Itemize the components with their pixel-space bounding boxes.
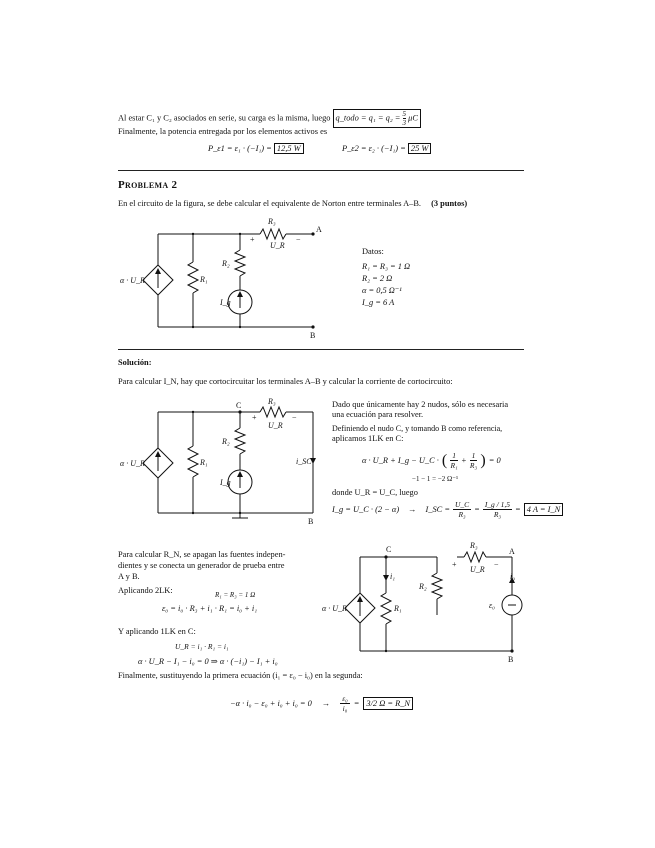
power-e1-value: 12,5 W bbox=[274, 143, 304, 154]
rn-result: 3/2 Ω = R_N bbox=[363, 697, 413, 710]
c3-label-e0: ε₀ bbox=[489, 601, 495, 610]
c3-label-minus: − bbox=[494, 560, 499, 569]
c1-label-a: A bbox=[316, 225, 322, 234]
kcl-plus: + bbox=[460, 456, 467, 465]
isc-frac-den: R₃ bbox=[458, 510, 466, 519]
c2-label-ur: U_R bbox=[268, 421, 283, 430]
data-item: R₁ = R₃ = 1 Ω bbox=[362, 262, 411, 271]
rn-frac-den: i₀ bbox=[342, 704, 348, 713]
isc-eq: = bbox=[474, 505, 480, 514]
circuit-1-diagram bbox=[120, 210, 338, 340]
rn-frac-num: ε₀ bbox=[342, 694, 348, 703]
data-item: R₂ = 2 Ω bbox=[362, 274, 393, 283]
problem-statement bbox=[118, 198, 467, 209]
c2-label-b: B bbox=[308, 517, 314, 526]
isc-frac-den: R₃ bbox=[493, 510, 502, 519]
c3-label-c: C bbox=[386, 545, 392, 554]
c1-label-ur: U_R bbox=[270, 241, 285, 250]
isc-eq: = bbox=[515, 505, 521, 514]
kcl-equation bbox=[362, 451, 501, 470]
c2-label-plus: + bbox=[252, 413, 257, 422]
part2-line: A y B. bbox=[118, 572, 140, 581]
c2-label-source: α · U_R bbox=[120, 459, 145, 468]
divider-1 bbox=[118, 170, 524, 171]
problem-statement-text: En el circuito de la figura, se debe calcular el equivalente de Norton entre terminales A–B. bbox=[118, 199, 422, 208]
c1-label-r3: R₃ bbox=[268, 217, 276, 226]
c3-label-ur: U_R bbox=[470, 565, 485, 574]
part2-eq-kcl: α · U_R − I₁ − i₀ = 0 ⇒ α · (−i₁) − I₁ + i₀ bbox=[138, 657, 278, 666]
c3-label-i1: i₁ bbox=[390, 572, 396, 581]
data-item: α = 0,5 Ω⁻¹ bbox=[362, 286, 402, 295]
explain-line: una ecuación para resolver. bbox=[332, 410, 424, 419]
rn-arrow: → bbox=[321, 699, 331, 708]
power-e2 bbox=[342, 143, 431, 154]
c1-label-plus: + bbox=[250, 235, 255, 244]
problem-title: Problema 2 bbox=[118, 179, 178, 191]
isc-arrow: → bbox=[408, 505, 417, 514]
c3-label-r3: R₃ bbox=[470, 541, 478, 550]
kcl-frac-num: 1 bbox=[452, 451, 456, 460]
power-e1 bbox=[208, 143, 304, 154]
charge-formula: q_todo = q₁ = q₂ = bbox=[335, 113, 401, 123]
kcl-frac-num: 1 bbox=[471, 451, 476, 460]
c3-label-b: B bbox=[508, 655, 514, 664]
divider-2 bbox=[118, 349, 524, 350]
kcl-under: −1 − 1 = −2 Ω⁻¹ bbox=[412, 475, 459, 483]
c3-label-plus: + bbox=[452, 560, 457, 569]
charge-frac-num: 5 bbox=[402, 110, 407, 118]
rn-equation bbox=[230, 694, 413, 713]
explain-line: aplicamos 1LK en C: bbox=[332, 434, 404, 443]
c2-label-minus: − bbox=[292, 413, 297, 422]
isc-frac-num: I_g / 1,5 bbox=[484, 500, 511, 509]
isc-equation bbox=[332, 500, 563, 519]
kcl-right: = 0 bbox=[488, 456, 501, 465]
charge-unit: μC bbox=[408, 113, 418, 123]
charge-result-box bbox=[333, 109, 421, 128]
part2-line: Aplicando 2LK: bbox=[118, 586, 173, 595]
data-item: I_g = 6 A bbox=[362, 298, 395, 307]
charge-frac-den: 3 bbox=[402, 119, 407, 127]
c2-label-ig: I_g bbox=[220, 478, 231, 487]
explain-line: donde U_R = U_C, luego bbox=[332, 488, 418, 497]
c1-label-minus: − bbox=[296, 235, 301, 244]
c3-label-r1: R₁ bbox=[394, 604, 402, 613]
kcl-frac-den: R₁ bbox=[450, 461, 458, 470]
part2-eq-ur: U_R = i₁ · R₁ = i₁ bbox=[175, 642, 229, 651]
rn-final: −α · i₀ − ε₀ + i₀ + i₀ = 0 bbox=[230, 699, 312, 708]
part2-eq-small: R₁ = R₃ = 1 Ω bbox=[215, 591, 256, 599]
c1-label-r2: R₂ bbox=[222, 259, 230, 268]
isc-label: I_SC = bbox=[425, 505, 450, 514]
kcl-paren-close: ) bbox=[480, 451, 486, 469]
explain-line: Definiendo el nudo C, y tomando B como referencia, bbox=[332, 424, 503, 433]
kcl-frac-den: R₃ bbox=[469, 461, 478, 470]
circuit-3-diagram bbox=[322, 541, 527, 665]
c2-label-r3: R₃ bbox=[268, 397, 276, 406]
c3-label-r2: R₂ bbox=[419, 582, 427, 591]
c2-label-r1: R₁ bbox=[200, 458, 208, 467]
c3-label-i0: i₀ bbox=[510, 572, 516, 581]
c1-label-r1: R₁ bbox=[200, 275, 208, 284]
intro-line-2: Finalmente, la potencia entregada por los elementos activos es bbox=[118, 127, 328, 136]
c1-label-b: B bbox=[310, 331, 316, 340]
c3-label-a: A bbox=[509, 547, 515, 556]
c2-label-c: C bbox=[236, 401, 242, 410]
explain-line: Dado que únicamente hay 2 nudos, sólo es necesaria bbox=[332, 400, 509, 409]
kcl-paren-open: ( bbox=[441, 451, 448, 469]
c2-label-r2: R₂ bbox=[222, 437, 230, 446]
kcl-left: α · U_R + I_g − U_C · bbox=[362, 456, 439, 465]
part2-line: Para calcular R_N, se apagan las fuentes indepen- bbox=[118, 550, 286, 559]
power-e2-value: 25 W bbox=[408, 143, 431, 154]
rn-eq: = bbox=[353, 699, 360, 708]
problem-points: (3 puntos) bbox=[431, 199, 468, 208]
solution-title: Solución: bbox=[118, 358, 152, 367]
isc-frac-num: U_C bbox=[454, 500, 470, 509]
solution-intro: Para calcular I_N, hay que cortocircuitar los terminales A–B y calcular la corriente de cortocircuito: bbox=[118, 377, 453, 386]
power-e1-formula: P_ε1 = ε₁ · (−I₁) = bbox=[208, 144, 272, 153]
c1-label-source: α · U_R bbox=[120, 276, 145, 285]
isc-ig: I_g = U_C · (2 − α) bbox=[332, 505, 400, 514]
data-title: Datos: bbox=[362, 247, 384, 256]
intro-text: Al estar C₁ y C₂ asociados en serie, su carga es la misma, luego bbox=[118, 113, 331, 123]
c1-label-ig: I_g bbox=[220, 298, 231, 307]
c3-label-source: α · U_R bbox=[322, 604, 347, 613]
part2-line: Y aplicando 1LK en C: bbox=[118, 627, 196, 636]
isc-result: 4 A = I_N bbox=[524, 503, 564, 516]
part2-line: Finalmente, sustituyendo la primera ecuación (i₁ = ε₀ − i₀) en la segunda: bbox=[118, 671, 363, 680]
part2-eq-e0: ε₀ = i₀ · R₃ + i₁ · R₁ = i₀ + i₁ bbox=[162, 604, 258, 613]
circuit-2-diagram bbox=[120, 397, 328, 526]
power-e2-formula: P_ε2 = ε₂ · (−I₁) = bbox=[342, 144, 406, 153]
c2-label-isc: i_SC bbox=[296, 457, 312, 466]
part2-line: dientes y se conecta un generador de prueba entre bbox=[118, 561, 285, 570]
